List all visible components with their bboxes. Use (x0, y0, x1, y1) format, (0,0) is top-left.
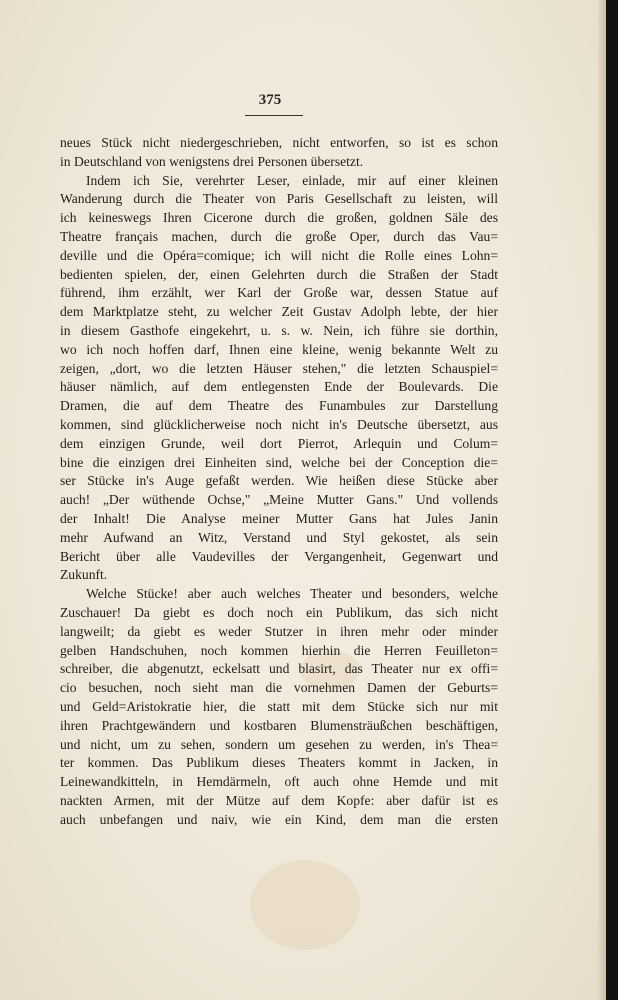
text-line: kommen, sind glücklicherweise noch nicht in's Deutsche übersetzt, aus (60, 416, 498, 432)
text-line: dem einzigen Grunde, weil dort Pierrot, Arlequin und Colum= (60, 435, 498, 451)
text-line: in diesem Gasthofe eingekehrt, u. s. w. Nein, ich führe sie dorthin, (60, 322, 498, 338)
text-line: nackten Armen, mit der Mütze auf dem Kopfe: aber dafür ist es (60, 792, 498, 808)
text-line: ter kommen. Das Publikum dieses Theaters kommt in Jacken, in (60, 755, 498, 771)
text-line: neues Stück nicht niedergeschrieben, nicht entworfen, so ist es schon (60, 135, 498, 150)
text-line: ich keineswegs Ihren Cicerone durch die großen, goldnen Säle des (60, 210, 498, 226)
text-line: Indem ich Sie, verehrter Leser, einlade, mir auf einer kleinen (86, 172, 498, 188)
text-line: Dramen, die auf dem Theatre des Funambules zur Darstellung (60, 398, 498, 414)
text-line: bine die einzigen drei Einheiten sind, welche bei der Conception die= (60, 454, 498, 470)
text-line: auch! „Der wüthende Ochse," „Meine Mutter Gans." Und vollends (60, 492, 498, 508)
text-line: führend, ihm erzählt, wer Karl der Große war, dessen Statue auf (60, 285, 498, 301)
text-line: mehr Aufwand an Witz, Verstand und Styl gekostet, als sein (60, 529, 498, 545)
text-line: gelben Handschuhen, noch kommen hierhin die Herren Feuilleton= (60, 642, 498, 658)
text-line: ser Stücke in's Auge gefaßt werden. Wie heißen diese Stücke aber (60, 473, 498, 489)
text-line: Theatre français machen, durch die große Oper, durch das Vau= (60, 228, 498, 244)
text-line: wo ich noch hoffen darf, Ihnen eine kleine, wenig bekannte Welt zu (60, 341, 498, 357)
text-line: Zukunft. (60, 567, 108, 583)
text-line: ihren Prachtgewändern und kostbaren Blumensträußchen beschäftigen, (60, 717, 498, 733)
text-line: Bericht über alle Vaudevilles der Vergangenheit, Gegenwart und (60, 548, 498, 564)
page-number-rule (245, 115, 303, 116)
text-line: Leinewandkitteln, in Hemdärmeln, oft auch ohne Hemde und mit (60, 774, 498, 790)
paper-stain (250, 860, 360, 950)
text-line: auch unbefangen und naiv, wie ein Kind, dem man die ersten (60, 811, 498, 827)
text-line: und Geld=Aristokratie hier, die statt mit dem Stücke sich nur mit (60, 698, 498, 714)
text-line: der Inhalt! Die Analyse meiner Mutter Gans hat Jules Janin (60, 510, 498, 526)
page-edge-shadow (598, 0, 606, 1000)
text-line: in Deutschland von wenigstens drei Personen übersetzt. (60, 153, 364, 169)
text-line: deville und die Opéra=comique; ich will nicht die Rolle eines Lohn= (60, 247, 498, 263)
text-line: bedienten spielen, der, einen Gelehrten durch die Straßen der Stadt (60, 266, 498, 282)
text-line: langweilt; da giebt es weder Stutzer in ihren mehr oder minder (60, 623, 498, 639)
text-line: Zuschauer! Da giebt es doch noch ein Publikum, das sich nicht (60, 604, 498, 620)
text-line: zeigen, „dort, wo die letzten Häuser stehen," die letzten Schauspiel= (60, 360, 498, 376)
text-line: Wanderung durch die Theater von Paris Gesellschaft zu leisten, will (60, 191, 498, 207)
text-line: dem Marktplatze steht, zu welcher Zeit Gustav Adolph lebte, der hier (60, 304, 498, 320)
text-line: häuser nämlich, auf dem entlegensten Ende der Boulevards. Die (60, 379, 498, 395)
text-line: und nicht, um zu sehen, sondern um gesehen zu werden, in's Thea= (60, 736, 498, 752)
page-number: 375 (258, 92, 282, 108)
scan-border (606, 0, 618, 1000)
text-line: Welche Stücke! aber auch welches Theater und besonders, welche (86, 586, 498, 602)
text-line: cio besuchen, noch sieht man die vornehmen Damen der Geburts= (60, 680, 498, 696)
text-line: schreiber, die abgenutzt, eckelsatt und blasirt, das Theater nur ex offi= (60, 661, 498, 677)
body-text (60, 134, 498, 829)
